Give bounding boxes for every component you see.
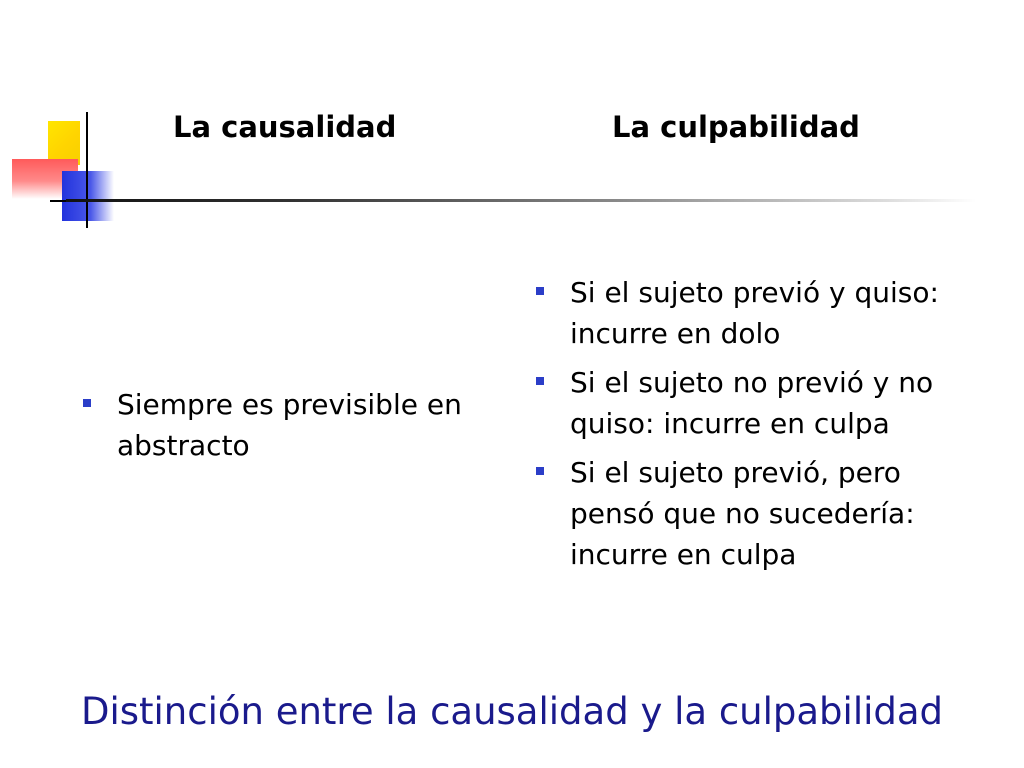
list-item-text: Si el sujeto previó y quiso: incurre en dolo [570,276,939,350]
column-heading-causalidad: La causalidad [173,110,397,144]
blue-square [62,171,114,221]
square-bullet-icon [83,399,91,407]
decorative-squares-logo [0,0,160,240]
list-item [529,272,949,354]
list-item-text: Si el sujeto previó, pero pensó que no sucedería: incurre en culpa [570,456,915,571]
causalidad-bullet-list [76,384,516,474]
list-item [76,384,516,466]
logo-vertical-line [86,112,88,228]
square-bullet-icon [536,467,544,475]
square-bullet-icon [536,377,544,385]
list-item-text: Si el sujeto no previó y no quiso: incurre en culpa [570,366,934,440]
square-bullet-icon [536,287,544,295]
column-heading-culpabilidad: La culpabilidad [612,110,860,144]
header-divider [66,199,976,202]
list-item [529,452,949,575]
culpabilidad-bullet-list [529,272,949,583]
slide-title: Distinción entre la causalidad y la culpabilidad [80,690,944,733]
list-item-text: Siempre es previsible en abstracto [117,388,462,462]
list-item [529,362,949,444]
